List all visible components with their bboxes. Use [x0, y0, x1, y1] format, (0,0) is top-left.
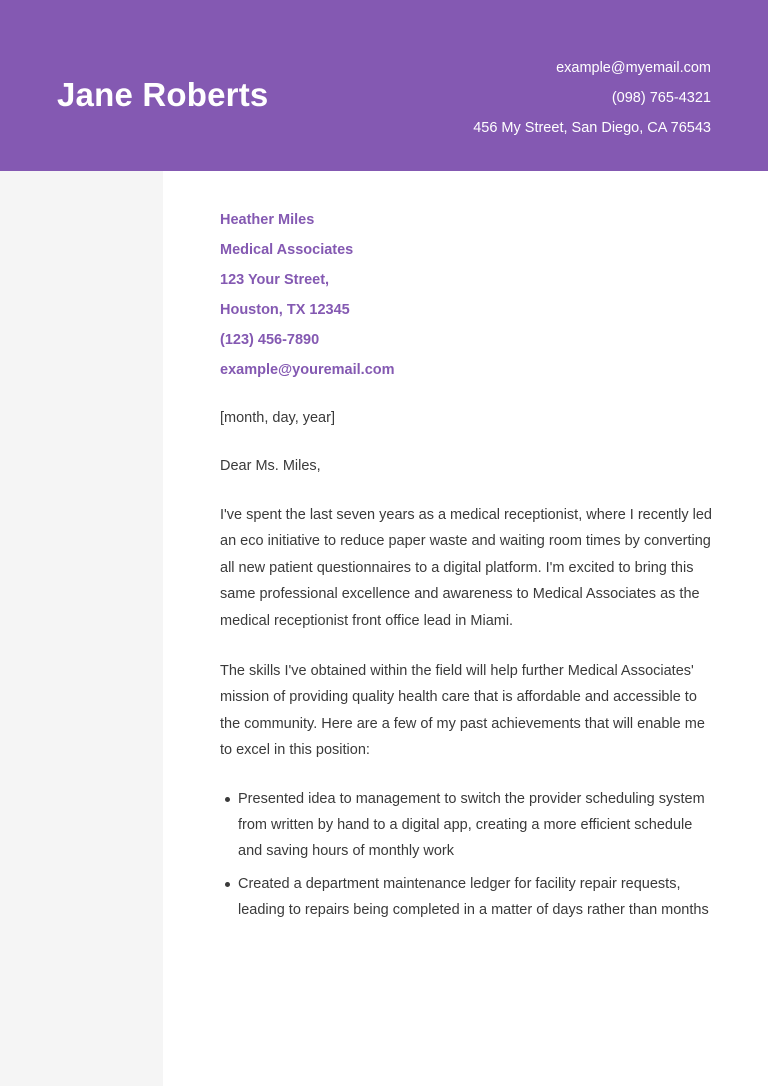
achievements-list: [220, 786, 715, 924]
sender-name: Jane Roberts: [57, 76, 269, 113]
sender-phone: (098) 765-4321: [611, 90, 711, 106]
header-banner: [0, 0, 768, 171]
left-sidebar: [0, 171, 163, 1086]
list-item: Created a department maintenance ledger for facility repair requests, leading to repairs being completed in a matter of days rather than months: [238, 871, 715, 923]
recipient-street: 123 Your Street,: [220, 272, 330, 288]
recipient-name: Heather Miles: [220, 212, 315, 228]
recipient-city: Houston, TX 12345: [220, 302, 350, 318]
recipient-email: example@youremail.com: [220, 362, 395, 378]
sender-contact: [473, 58, 711, 148]
recipient-phone: (123) 456-7890: [220, 332, 320, 348]
sender-email: example@myemail.com: [556, 60, 711, 76]
sender-address: 456 My Street, San Diego, CA 76543: [473, 120, 711, 136]
list-item: Presented idea to management to switch the provider scheduling system from written by hand to a digital app, creating a more efficient schedule and saving hours of monthly work: [238, 786, 715, 865]
salutation: Dear Ms. Miles,: [220, 458, 321, 474]
paragraph: I've spent the last seven years as a medical receptionist, where I recently led an eco initiative to reduce paper waste and waiting room times by converting all new patient questionnaires to a digital platform. I'm excited to bring this same professional excellence and awareness to Medical Associates as the medical receptionist front office lead in Miami.: [220, 507, 712, 629]
recipient-block: [220, 208, 715, 388]
letter-date: [month, day, year]: [220, 410, 335, 426]
paragraph: The skills I've obtained within the field will help further Medical Associates' mission of providing quality health care that is affordable and accessible to the community. Here are a few of my past achievements that will enable me to excel in this position:: [220, 663, 705, 759]
recipient-company: Medical Associates: [220, 242, 354, 258]
letter-body: [220, 208, 715, 931]
